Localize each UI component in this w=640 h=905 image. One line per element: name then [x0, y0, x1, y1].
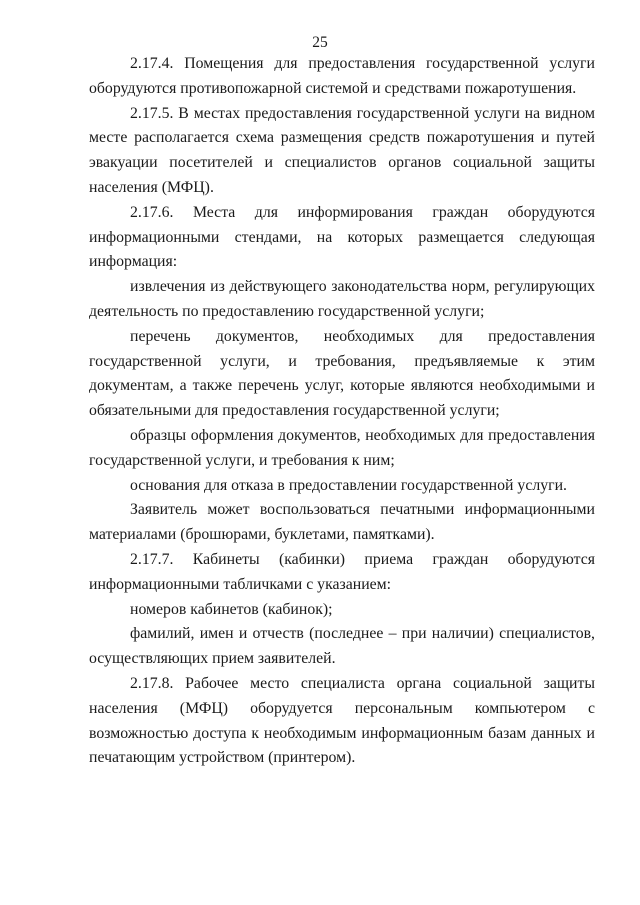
- paragraph-2-17-8: 2.17.8. Рабочее место специалиста органа социальной защиты населения (МФЦ) оборудуется персональным компьютером с возможностью доступа к необходимым информационным базам данных и печатающим устройством (принтером).: [89, 674, 595, 767]
- document-body: [89, 52, 595, 771]
- paragraph-2-17-4: 2.17.4. Помещения для предоставления государственной услуги оборудуются противопожарной системой и средствами пожаротушения.: [89, 55, 595, 97]
- list-item-legislation-extracts: извлечения из действующего законодательства норм, регулирующих деятельность по предоставлению государственной услуги;: [89, 278, 595, 320]
- page-number: 25: [312, 34, 328, 51]
- paragraph-2-17-5: 2.17.5. В местах предоставления государственной услуги на видном месте располагается схема размещения средств пожаротушения и путей эвакуации посетителей и специалистов органов социальной защиты населения (МФЦ).: [89, 104, 595, 196]
- list-item-document-samples: образцы оформления документов, необходимых для предоставления государственной услуги, и требования к ним;: [89, 426, 595, 469]
- list-item-office-numbers: номеров кабинетов (кабинок);: [130, 600, 333, 618]
- paragraph-2-17-7: 2.17.7. Кабинеты (кабинки) приема граждан оборудуются информационными табличками с указанием:: [89, 550, 595, 593]
- list-item-documents-list: перечень документов, необходимых для предоставления государственной услуги, и требования, предъявляемые к этим документам, а также перечень услуг, которые являются необходимыми и обязательными для предоставления государственной услуги;: [89, 327, 595, 420]
- list-item-refusal-grounds: основания для отказа в предоставлении государственной услуги.: [130, 476, 567, 494]
- paragraph-2-17-6: 2.17.6. Места для информирования граждан оборудуются информационными стендами, на которых размещается следующая информация:: [89, 203, 595, 271]
- paragraph-applicant-materials: Заявитель может воспользоваться печатными информационными материалами (брошюрами, буклетами, памятками).: [89, 501, 595, 544]
- list-item-specialist-names: фамилий, имен и отчеств (последнее – при наличии) специалистов, осуществляющих прием заявителей.: [89, 625, 595, 668]
